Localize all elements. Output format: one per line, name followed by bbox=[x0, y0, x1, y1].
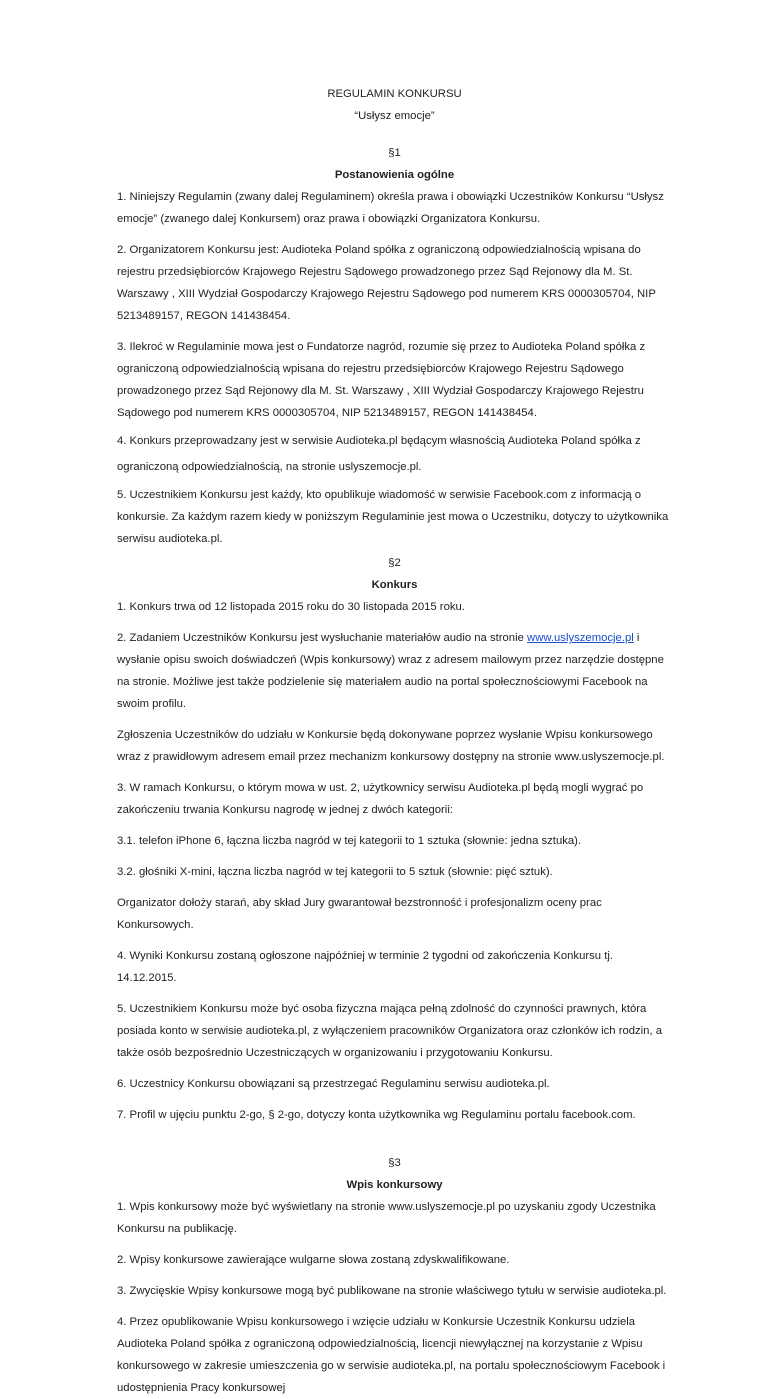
paragraph-text: 2. Zadaniem Uczestników Konkursu jest wysłuchanie materiałów audio na stronie bbox=[117, 632, 528, 644]
paragraph: 3.1. telefon iPhone 6, łączna liczba nagród w tej kategorii to 1 sztuka (słownie: jedna sztuka). bbox=[117, 835, 582, 847]
document-title: REGULAMIN KONKURSU bbox=[327, 88, 462, 100]
section-heading: Konkurs bbox=[371, 579, 418, 591]
section-sign: §3 bbox=[388, 1157, 401, 1169]
section-sign: §2 bbox=[388, 557, 401, 569]
paragraph: 3. Zwycięskie Wpisy konkursowe mogą być publikowane na stronie właściwego tytułu w serwisie audioteka.pl. bbox=[117, 1285, 667, 1297]
regulations-document bbox=[117, 83, 672, 1399]
paragraph: 6. Uczestnicy Konkursu obowiązani są przestrzegać Regulaminu serwisu audioteka.pl. bbox=[117, 1078, 550, 1090]
paragraph: 3. W ramach Konkursu, o którym mowa w ust. 2, użytkownicy serwisu Audioteka.pl będą mogli wygrać po zakończeniu trwania Konkursu nagrodę w jednej z dwóch kategorii: bbox=[117, 782, 644, 816]
paragraph bbox=[117, 627, 672, 715]
paragraph: Organizator dołoży starań, aby skład Jury gwarantował bezstronność i profesjonalizm oceny prac Konkursowych. bbox=[117, 897, 602, 931]
paragraph: 5. Uczestnikiem Konkursu może być osoba fizyczna mająca pełną zdolność do czynności prawnych, która posiada konto w serwisie audioteka.pl, z wyłączeniem pracowników Organizatora oraz członków ich rodzin, a także osób bezpośrednio Uczestniczących w organizowaniu i przygotowaniu Konkursu. bbox=[117, 1003, 663, 1059]
section-1 bbox=[117, 142, 672, 550]
paragraph: 1. Konkurs trwa od 12 listopada 2015 roku do 30 listopada 2015 roku. bbox=[117, 601, 465, 613]
paragraph-text: i wysłanie opisu swoich doświadczeń (Wpis konkursowy) wraz z adresem mailowym przez narzędzie dostępne na stronie. Możliwe jest także podzielenie się materiałem audio na portal społecznościowymi Facebook na swoim profilu. bbox=[117, 632, 664, 710]
section-2 bbox=[117, 552, 672, 1126]
section-sign: §1 bbox=[388, 147, 401, 159]
document-header bbox=[117, 83, 672, 127]
section-heading: Postanowienia ogólne bbox=[334, 169, 455, 181]
paragraph: 1. Wpis konkursowy może być wyświetlany na stronie www.uslyszemocje.pl po uzyskaniu zgody Uczestnika Konkursu na publikację. bbox=[117, 1201, 656, 1235]
paragraph: 5. Uczestnikiem Konkursu jest każdy, kto opublikuje wiadomość w serwisie Facebook.com z informacją o konkursie. Za każdym razem kiedy w poniższym Regulaminie jest mowa o Uczestniku, dotyczy to użytkownika serwisu audioteka.pl. bbox=[117, 489, 669, 545]
uslyszemocje-link[interactable]: www.uslyszemocje.pl bbox=[527, 632, 634, 644]
document-subtitle: “Usłysz emocje” bbox=[354, 110, 435, 122]
paragraph: 7. Profil w ujęciu punktu 2-go, § 2-go, dotyczy konta użytkownika wg Regulaminu portalu facebook.com. bbox=[117, 1109, 636, 1121]
section-heading: Wpis konkursowy bbox=[346, 1179, 443, 1191]
paragraph: 3.2. głośniki X-mini, łączna liczba nagród w tej kategorii to 5 sztuk (słownie: pięć sztuk). bbox=[117, 866, 553, 878]
paragraph: Zgłoszenia Uczestników do udziału w Konkursie będą dokonywane poprzez wysłanie Wpisu konkursowego wraz z prawidłowym adresem email przez mechanizm konkursowy dostępny na stronie www.uslyszemocje.pl. bbox=[117, 729, 665, 763]
paragraph: 4. Wyniki Konkursu zostaną ogłoszone najpóźniej w terminie 2 tygodni od zakończenia Konkursu tj. 14.12.2015. bbox=[117, 950, 613, 984]
paragraph: 3. Ilekroć w Regulaminie mowa jest o Fundatorze nagród, rozumie się przez to Audioteka Poland spółka z ograniczoną odpowiedzialnością wpisana do rejestru przedsiębiorców Krajowego Rejestru Sądowego prowadzonego przez Sąd Rejonowy dla M. St. Warszawy , XIII Wydział Gospodarczy Krajowego Rejestru Sądowego pod numerem KRS 0000305704, NIP 5213489157, REGON 141438454. bbox=[117, 341, 646, 419]
paragraph: 4. Konkurs przeprowadzany jest w serwisie Audioteka.pl będącym własnością Audioteka Poland spółka z ograniczoną odpowiedzialnością, na stronie uslyszemocje.pl. bbox=[117, 435, 641, 473]
section-3 bbox=[117, 1152, 672, 1399]
paragraph: 2. Wpisy konkursowe zawierające wulgarne słowa zostaną zdyskwalifikowane. bbox=[117, 1254, 510, 1266]
paragraph: 1. Niniejszy Regulamin (zwany dalej Regulaminem) określa prawa i obowiązki Uczestników Konkursu “Usłysz emocje” (zwanego dalej Konkursem) oraz prawa i obowiązki Organizatora Konkursu. bbox=[117, 191, 664, 225]
paragraph: 2. Organizatorem Konkursu jest: Audioteka Poland spółka z ograniczoną odpowiedzialnością wpisana do rejestru przedsiębiorców Krajowego Rejestru Sądowego prowadzonego przez Sąd Rejonowy dla M. St. Warszawy , XIII Wydział Gospodarczy Krajowego Rejestru Sądowego pod numerem KRS 0000305704, NIP 5213489157, REGON 141438454. bbox=[117, 244, 656, 322]
paragraph: 4. Przez opublikowanie Wpisu konkursowego i wzięcie udziału w Konkursie Uczestnik Konkursu udziela Audioteka Poland spółka z ograniczoną odpowiedzialnością, licencji niewyłącznej na korzystanie z Wpisu konkursowego w zakresie umieszczenia go w serwisie audioteka.pl, na portalu społecznościowym Facebook i udostępnienia Pracy konkursowej bbox=[117, 1316, 666, 1394]
